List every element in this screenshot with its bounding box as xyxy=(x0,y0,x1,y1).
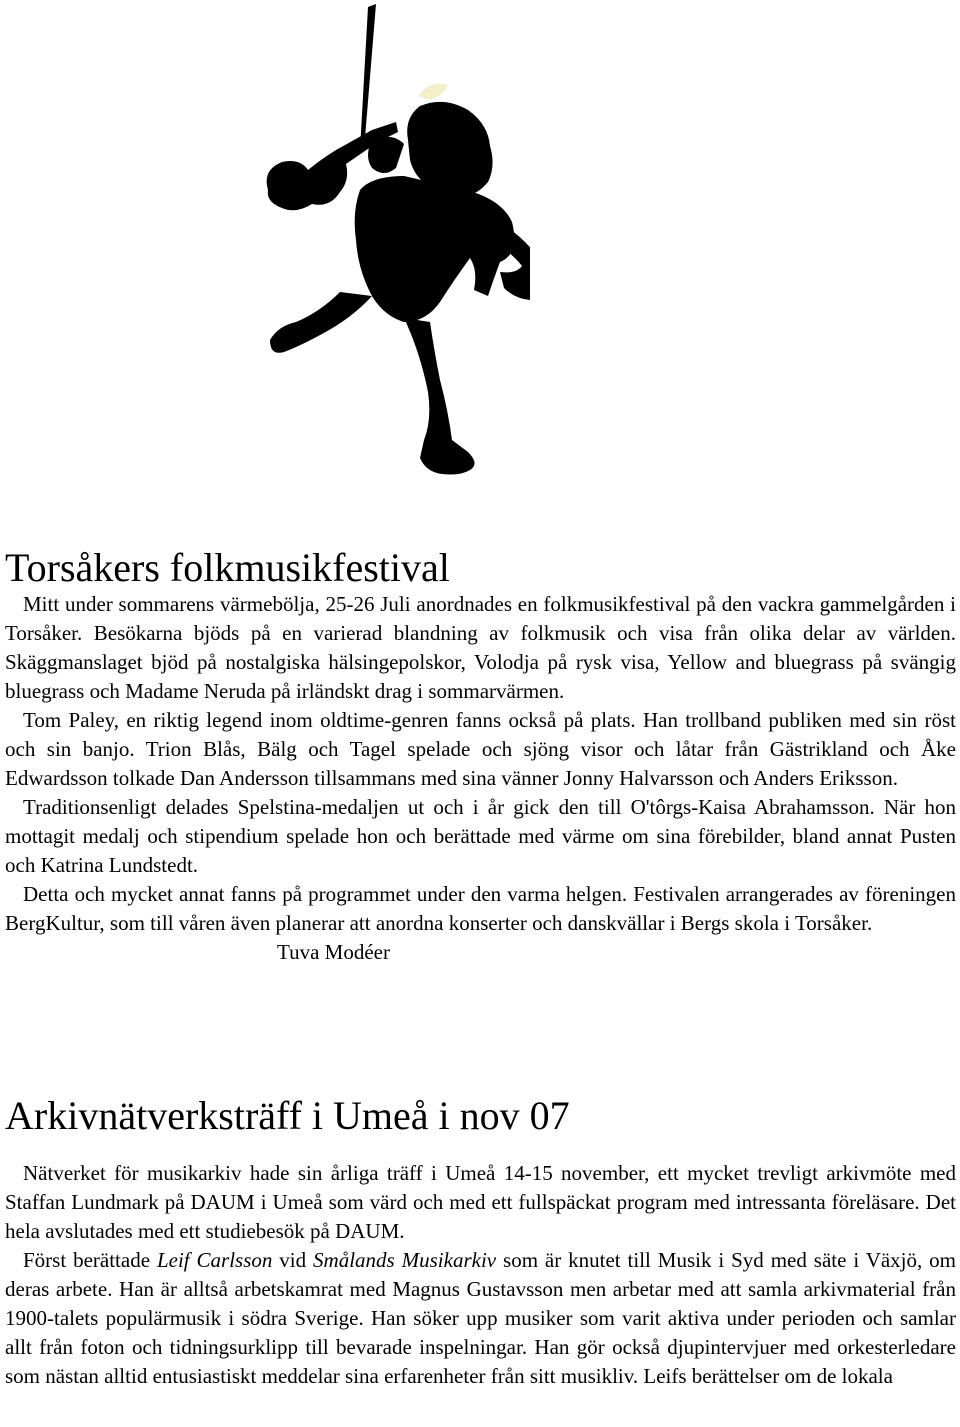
article-paragraph: Detta och mycket annat fanns på programmet under den varma helgen. Festivalen arrangerades av föreningen BergKultur, som till våren även planerar att anordna konserter och danskvällar i Bergs skola i Torsåker. xyxy=(5,882,956,935)
raised-leg-shape xyxy=(270,292,372,353)
smoke-shape xyxy=(418,84,448,100)
fiddler-silhouette-icon xyxy=(230,0,530,485)
article-title: Arkivnätverksträff i Umeå i nov 07 xyxy=(5,1093,570,1138)
author-signature: Tuva Modéer xyxy=(277,940,390,964)
text-run: som är knutet till Musik i Syd med säte i Växjö, om deras arbete. Han är alltså arbetskamrat med Magnus Gustavsson men arbetar med att samla arkivmaterial från 1900-talets populärmusik i södra Sverige. Han söker upp musiker som varit aktiva under perioden och samlar allt från foton och tidningsurklipp till bevarade inspelningar. Han gör också djupintervjuer med orkesterledare som nästan alltid entusiastiskt meddelar sina erfarenheter från sitt musikliv. Leifs berättelser om de lokala xyxy=(5,1248,957,1388)
article-paragraph: Mitt under sommarens värmebölja, 25-26 Juli anordnades en folkmusikfestival på den vackra gammelgården i Torsåker. Besökarna bjöds på en varierad blandning av folkmusik och visa från olika delar av världen. Skäggmanslaget bjöd på nostalgiska hälsingepolskor, Volodja på rysk visa, Yellow and bluegrass på svängig bluegrass och Madame Neruda på irländskt drag i sommarvärmen. xyxy=(5,592,956,703)
article-paragraph: Traditionsenligt delades Spelstina-medaljen ut och i år gick den till O'tôrgs-Kaisa Abrahamsson. När hon mottagit medalj och stipendium spelade hon och berättade med värme om sina förebilder, bland annat Pusten och Katrina Lundstedt. xyxy=(5,795,956,877)
article-festival xyxy=(5,546,956,967)
arm-shape xyxy=(368,137,404,173)
text-run: vid xyxy=(272,1248,314,1272)
text-run: Först berättade xyxy=(23,1248,157,1272)
article-archive-meeting xyxy=(5,1094,956,1391)
article-paragraph xyxy=(5,1246,956,1391)
article-paragraph: Nätverket för musikarkiv hade sin årliga träff i Umeå 14-15 november, ett mycket trevligt arkivmöte med Staffan Lundmark på DAUM i Umeå som värd och med ett fullspäckat program med intressanta föreläsare. Det hela avslutades med ett studiebesök på DAUM. xyxy=(5,1161,956,1243)
standing-leg-shape xyxy=(404,318,475,475)
article-paragraph: Tom Paley, en riktig legend inom oldtime-genren fanns också på plats. Han trollband publiken med sin röst och sin banjo. Trion Blås, Bälg och Tagel spelade och sjöng visor och låtar från Gästrikland och Åke Edwardsson tolkade Dan Andersson tillsammans med sina vänner Jonny Halvarsson och Anders Eriksson. xyxy=(5,708,956,790)
torso-shape xyxy=(355,176,515,322)
organization-name: Smålands Musikarkiv xyxy=(313,1248,497,1272)
person-name: Leif Carlsson xyxy=(156,1248,273,1272)
article-title: Torsåkers folkmusikfestival xyxy=(5,545,450,590)
bow-icon xyxy=(360,4,376,150)
